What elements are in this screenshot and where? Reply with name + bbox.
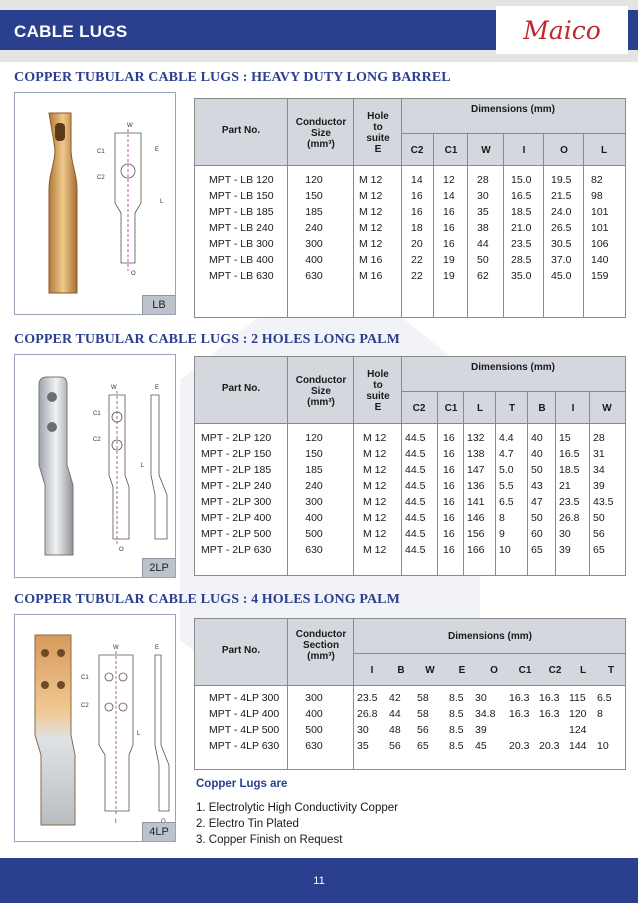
lb-header-hole: Hole to suite E <box>366 111 390 155</box>
table-cell: 34 <box>593 464 605 476</box>
table-cell: 16.3 <box>509 692 530 704</box>
table-cell: 38 <box>477 222 489 234</box>
table-cell: 21 <box>559 480 571 492</box>
table-cell: 16 <box>443 528 455 540</box>
page-title: CABLE LUGS <box>14 22 128 41</box>
table-cell: 44.5 <box>405 496 426 508</box>
table-cell: 56 <box>593 528 605 540</box>
table-cell: 35 <box>357 740 369 752</box>
table-cell: 630 <box>305 270 323 282</box>
table-cell: 30 <box>357 724 369 736</box>
table-cell: 4.4 <box>499 432 514 444</box>
table-cell: 185 <box>305 464 323 476</box>
table-cell: 20.3 <box>509 740 530 752</box>
lb-col-w: W <box>481 145 491 156</box>
part-number-cell: MPT - 4LP 300 <box>209 692 280 704</box>
2lp-lug-drawing <box>15 355 175 577</box>
table-cell: 101 <box>591 222 609 234</box>
table-cell: M 12 <box>363 544 387 556</box>
table-cell: M 12 <box>363 432 387 444</box>
table-cell: 16.3 <box>539 692 560 704</box>
table-cell: 10 <box>597 740 609 752</box>
table-cell: 56 <box>389 740 401 752</box>
table-cell: 8.5 <box>449 692 464 704</box>
table-cell: 132 <box>467 432 485 444</box>
table-cell: 23.5 <box>511 238 532 250</box>
table-cell: 43.5 <box>593 496 614 508</box>
table-cell: 159 <box>591 270 609 282</box>
part-number-cell: MPT - 2LP 150 <box>201 448 272 460</box>
dim-label-w: W <box>127 123 133 129</box>
dim-label-e: E <box>155 385 160 391</box>
table-cell: 138 <box>467 448 485 460</box>
table-cell: 39 <box>559 544 571 556</box>
lb-lug-drawing <box>15 93 175 314</box>
table-cell: 65 <box>531 544 543 556</box>
notes-title: Copper Lugs are <box>196 778 288 790</box>
2lp-dimensions-table <box>194 356 626 576</box>
table-cell: 14 <box>411 174 423 186</box>
table-cell: 26.8 <box>559 512 580 524</box>
section-title-2lp: COPPER TUBULAR CABLE LUGS : 2 HOLES LONG PALM <box>14 332 400 347</box>
part-number-cell: MPT - LB 150 <box>209 190 274 202</box>
table-cell: 26.8 <box>357 708 378 720</box>
table-cell: M 12 <box>359 238 383 250</box>
table-cell: 20.3 <box>539 740 560 752</box>
dim-label-c2: C2 <box>97 175 105 181</box>
table-cell: 44.5 <box>405 448 426 460</box>
table-cell: 16 <box>443 480 455 492</box>
brand-logo-text: Maico <box>523 16 601 45</box>
dim-label-e: E <box>155 147 160 153</box>
table-cell: 82 <box>591 174 603 186</box>
table-cell: 10 <box>499 544 511 556</box>
4lp-col-o: O <box>490 665 498 676</box>
part-number-cell: MPT - LB 630 <box>209 270 274 282</box>
table-cell: 58 <box>417 692 429 704</box>
2lp-header-part: Part No. <box>221 383 261 394</box>
lb-col-c2: C2 <box>410 145 424 156</box>
table-cell: 56 <box>417 724 429 736</box>
table-cell: 30.5 <box>551 238 572 250</box>
table-cell: 101 <box>591 206 609 218</box>
table-cell: 400 <box>305 254 323 266</box>
section-title-4lp: COPPER TUBULAR CABLE LUGS : 4 HOLES LONG PALM <box>14 592 400 607</box>
table-cell: 28 <box>593 432 605 444</box>
table-cell: 31 <box>593 448 605 460</box>
table-cell: 44.5 <box>405 544 426 556</box>
table-cell: 21.5 <box>551 190 572 202</box>
table-cell: 65 <box>593 544 605 556</box>
note-item: 3. Copper Finish on Request <box>196 834 343 846</box>
table-cell: 39 <box>475 724 487 736</box>
table-cell: 16 <box>443 512 455 524</box>
part-number-cell: MPT - 4LP 500 <box>209 724 280 736</box>
table-cell: M 12 <box>363 448 387 460</box>
table-cell: 40 <box>531 432 543 444</box>
part-number-cell: MPT - LB 400 <box>209 254 274 266</box>
table-cell: 44.5 <box>405 512 426 524</box>
table-cell: 16 <box>411 206 423 218</box>
table-cell: M 16 <box>359 270 383 282</box>
table-cell: 18 <box>411 222 423 234</box>
lb-header-conductor: Conductor Size (mm³) <box>295 117 347 150</box>
table-cell: 30 <box>475 692 487 704</box>
table-cell: 26.5 <box>551 222 572 234</box>
table-cell: 16 <box>443 206 455 218</box>
table-cell: 6.5 <box>597 692 612 704</box>
table-cell: 44.5 <box>405 432 426 444</box>
note-item: 2. Electro Tin Plated <box>196 818 299 830</box>
table-cell: 16 <box>443 448 455 460</box>
table-cell: 140 <box>591 254 609 266</box>
2lp-col-b: B <box>538 403 546 414</box>
table-cell: 22 <box>411 270 423 282</box>
table-cell: 5.5 <box>499 480 514 492</box>
part-number-cell: MPT - 2LP 185 <box>201 464 272 476</box>
table-cell: M 12 <box>363 464 387 476</box>
dim-label-c1: C1 <box>93 411 101 417</box>
lb-col-o: O <box>560 145 568 156</box>
table-cell: 50 <box>531 464 543 476</box>
table-cell: 37.0 <box>551 254 572 266</box>
part-number-cell: MPT - 4LP 400 <box>209 708 280 720</box>
table-cell: 8 <box>597 708 603 720</box>
part-number-cell: MPT - 2LP 120 <box>201 432 272 444</box>
table-cell: 23.5 <box>559 496 580 508</box>
part-number-cell: MPT - 2LP 400 <box>201 512 272 524</box>
dim-label-w: W <box>113 645 119 651</box>
part-number-cell: MPT - 2LP 500 <box>201 528 272 540</box>
table-cell: 20 <box>411 238 423 250</box>
table-cell: 30 <box>477 190 489 202</box>
table-cell: 6.5 <box>499 496 514 508</box>
table-cell: 147 <box>467 464 485 476</box>
2lp-product-image <box>14 354 176 578</box>
table-cell: 166 <box>467 544 485 556</box>
table-cell: 44 <box>477 238 489 250</box>
table-cell: 9 <box>499 528 505 540</box>
table-cell: 136 <box>467 480 485 492</box>
table-cell: 34.8 <box>475 708 496 720</box>
table-cell: 19 <box>443 270 455 282</box>
dim-label-o: O <box>131 271 136 277</box>
table-cell: 24.0 <box>551 206 572 218</box>
4lp-col-b: B <box>397 665 405 676</box>
4lp-dimensions-table <box>194 618 626 770</box>
table-cell: M 12 <box>359 174 383 186</box>
4lp-product-image <box>14 614 176 842</box>
table-cell: M 12 <box>363 496 387 508</box>
table-cell: 300 <box>305 692 323 704</box>
4lp-lug-drawing <box>15 615 175 841</box>
table-cell: 19.5 <box>551 174 572 186</box>
table-cell: 16 <box>443 432 455 444</box>
2lp-col-l: L <box>476 403 484 414</box>
table-cell: 500 <box>305 724 323 736</box>
table-cell: M 12 <box>363 512 387 524</box>
table-cell: 12 <box>443 174 455 186</box>
part-number-cell: MPT - LB 240 <box>209 222 274 234</box>
table-cell: 144 <box>569 740 587 752</box>
table-cell: M 12 <box>359 190 383 202</box>
table-cell: 16.3 <box>509 708 530 720</box>
page-header <box>0 0 638 62</box>
table-cell: 18.5 <box>559 464 580 476</box>
lb-col-l: L <box>600 145 608 156</box>
2lp-header-hole: Hole to suite E <box>366 369 390 413</box>
table-cell: 630 <box>305 544 323 556</box>
table-cell: M 12 <box>363 528 387 540</box>
table-cell: 124 <box>569 724 587 736</box>
table-cell: 150 <box>305 190 323 202</box>
table-cell: 141 <box>467 496 485 508</box>
4lp-col-i: I <box>370 665 374 676</box>
4lp-header-dims: Dimensions (mm) <box>448 631 532 642</box>
dim-label-l: L <box>141 463 145 469</box>
table-cell: 44.5 <box>405 464 426 476</box>
dim-label-c2: C2 <box>93 437 101 443</box>
table-cell: 16.3 <box>539 708 560 720</box>
table-cell: 40 <box>531 448 543 460</box>
section-title-lb: COPPER TUBULAR CABLE LUGS : HEAVY DUTY LONG BARREL <box>14 70 451 85</box>
4lp-col-c2: C2 <box>548 665 562 676</box>
table-cell: 50 <box>593 512 605 524</box>
lb-product-image <box>14 92 176 315</box>
table-cell: 39 <box>593 480 605 492</box>
table-cell: 115 <box>569 692 586 704</box>
note-item: 1. Electrolytic High Conductivity Copper <box>196 802 398 814</box>
2lp-header-conductor: Conductor Size (mm³) <box>295 375 347 408</box>
dim-label-c1: C1 <box>97 149 105 155</box>
table-cell: M 12 <box>363 480 387 492</box>
part-number-cell: MPT - 4LP 630 <box>209 740 280 752</box>
2lp-col-i: I <box>571 403 575 414</box>
material-notes <box>196 778 398 848</box>
4lp-header-part: Part No. <box>221 645 261 656</box>
table-cell: M 12 <box>359 206 383 218</box>
table-cell: 8.5 <box>449 708 464 720</box>
table-cell: 156 <box>467 528 485 540</box>
table-cell: 240 <box>305 480 323 492</box>
page-number: 11 <box>313 875 325 887</box>
part-number-cell: MPT - 2LP 300 <box>201 496 272 508</box>
table-cell: 16 <box>443 222 455 234</box>
table-cell: 45.0 <box>551 270 572 282</box>
table-cell: 35.0 <box>511 270 532 282</box>
table-cell: 43 <box>531 480 543 492</box>
table-cell: 58 <box>417 708 429 720</box>
table-cell: 8.5 <box>449 724 464 736</box>
table-cell: 500 <box>305 528 323 540</box>
4lp-col-t: T <box>607 665 615 676</box>
part-number-cell: MPT - LB 185 <box>209 206 274 218</box>
table-cell: 8 <box>499 512 505 524</box>
image-tag-2lp: 2LP <box>142 558 175 577</box>
image-tag-4lp: 4LP <box>142 822 175 841</box>
4lp-header-conductor: Conductor Section (mm³) <box>295 629 347 662</box>
dim-label-w: W <box>111 385 117 391</box>
lb-col-c1: C1 <box>444 145 458 156</box>
table-cell: 65 <box>417 740 429 752</box>
table-cell: 44.5 <box>405 528 426 540</box>
table-cell: 18.5 <box>511 206 532 218</box>
table-cell: 50 <box>531 512 543 524</box>
table-cell: 62 <box>477 270 489 282</box>
table-cell: 4.7 <box>499 448 514 460</box>
table-cell: 300 <box>305 238 323 250</box>
2lp-col-t: T <box>508 403 516 414</box>
table-cell: 400 <box>305 708 323 720</box>
table-cell: 300 <box>305 496 323 508</box>
table-cell: 16.5 <box>511 190 532 202</box>
table-cell: 19 <box>443 254 455 266</box>
table-cell: 146 <box>467 512 485 524</box>
table-cell: 150 <box>305 448 323 460</box>
table-cell: 23.5 <box>357 692 378 704</box>
table-cell: 47 <box>531 496 543 508</box>
table-cell: 16.5 <box>559 448 580 460</box>
4lp-col-c1: C1 <box>518 665 532 676</box>
table-cell: 106 <box>591 238 609 250</box>
table-cell: 28.5 <box>511 254 532 266</box>
part-number-cell: MPT - 2LP 240 <box>201 480 272 492</box>
page-footer <box>0 858 638 903</box>
table-cell: 44.5 <box>405 480 426 492</box>
2lp-col-w: W <box>602 403 612 414</box>
lb-header-part: Part No. <box>221 125 261 136</box>
table-cell: 21.0 <box>511 222 532 234</box>
dim-label-c2: C2 <box>81 703 89 709</box>
table-cell: 16 <box>443 496 455 508</box>
4lp-col-l: L <box>579 665 587 676</box>
table-cell: 35 <box>477 206 489 218</box>
4lp-col-e: E <box>458 665 466 676</box>
table-cell: 400 <box>305 512 323 524</box>
table-cell: 120 <box>305 174 323 186</box>
dim-label-e: E <box>155 645 160 651</box>
table-cell: 98 <box>591 190 603 202</box>
table-cell: 50 <box>477 254 489 266</box>
table-cell: 240 <box>305 222 323 234</box>
table-cell: 16 <box>443 544 455 556</box>
table-cell: M 16 <box>359 254 383 266</box>
dim-label-i: I <box>115 819 117 825</box>
lb-dimensions-table <box>194 98 626 318</box>
table-cell: 22 <box>411 254 423 266</box>
dim-label-o: O <box>119 547 124 553</box>
dim-label-l: L <box>137 731 141 737</box>
part-number-cell: MPT - LB 300 <box>209 238 274 250</box>
table-cell: 16 <box>443 238 455 250</box>
table-cell: 14 <box>443 190 455 202</box>
table-cell: 15.0 <box>511 174 532 186</box>
table-cell: 42 <box>389 692 401 704</box>
table-cell: 8.5 <box>449 740 464 752</box>
table-cell: 5.0 <box>499 464 514 476</box>
table-cell: 185 <box>305 206 323 218</box>
table-cell: 630 <box>305 740 323 752</box>
table-cell: 120 <box>569 708 587 720</box>
2lp-col-c2: C2 <box>412 403 426 414</box>
table-cell: 16 <box>411 190 423 202</box>
table-cell: 30 <box>559 528 571 540</box>
2lp-header-dims: Dimensions (mm) <box>471 362 555 373</box>
dim-label-c1: C1 <box>81 675 89 681</box>
lb-header-dims: Dimensions (mm) <box>471 104 555 115</box>
brand-logo <box>496 6 628 54</box>
table-cell: 15 <box>559 432 571 444</box>
part-number-cell: MPT - 2LP 630 <box>201 544 272 556</box>
table-cell: 60 <box>531 528 543 540</box>
lb-col-i: I <box>522 145 526 156</box>
table-cell: 28 <box>477 174 489 186</box>
4lp-col-w: W <box>425 665 435 676</box>
image-tag-lb: LB <box>142 295 175 314</box>
part-number-cell: MPT - LB 120 <box>209 174 274 186</box>
2lp-col-c1: C1 <box>444 403 458 414</box>
table-cell: 45 <box>475 740 487 752</box>
table-cell: 48 <box>389 724 401 736</box>
table-cell: 44 <box>389 708 401 720</box>
dim-label-l: L <box>160 199 164 205</box>
table-cell: 16 <box>443 464 455 476</box>
table-cell: M 12 <box>359 222 383 234</box>
table-cell: 120 <box>305 432 323 444</box>
